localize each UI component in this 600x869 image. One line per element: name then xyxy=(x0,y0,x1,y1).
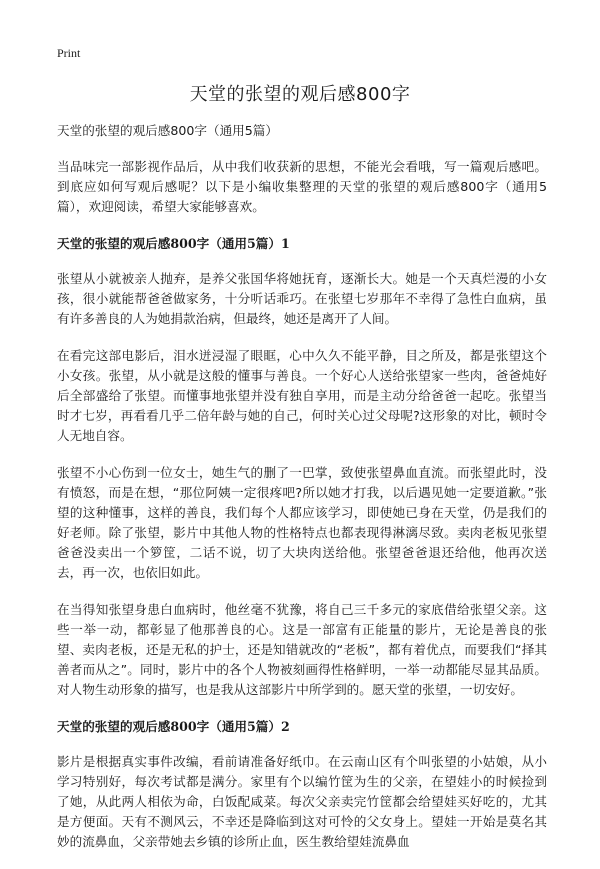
section-paragraph: 在看完这部电影后，泪水迸浸湿了眼眶，心中久久不能平静，目之所及，都是张望这个小女孩。张望，从小就是这般的懂事与善良。一个好心人送给张望家一些肉，爸爸炖好后全部盛给了张望。而懂事地张望并没有独自享用，而是主动分给爸爸一起吃。张望当时才七岁，再看看几乎二倍年龄与她的自己，何时关心过父母呢?这形象的对比，顿时令人无地自容。 xyxy=(57,348,547,443)
section-paragraph: 张望不小心伤到一位女士，她生气的删了一巴掌，致使张望鼻血直流。而张望此时，没有愤怒，而是在想，“那位阿姨一定很疼吧?所以她才打我，以后遇见她一定要道歉。”张望的这种懂事，这样的善良，我们每个人都应该学习，即使她已身在天堂，仍是我们的好老师。除了张望，影片中其他人物的性格特点也都表现得淋漓尽致。卖肉老板见张望爸爸没卖出一个箩筐，二话不说，切了大块肉送给他。张望爸爸退还给他，他再次送去，再一次，也依旧如此。 xyxy=(57,465,547,580)
intro-paragraph: 当品味完一部影视作品后，从中我们收获新的思想，不能光会看哦，写一篇观后感吧。到底应如何写观后感呢？以下是小编收集整理的天堂的张望的观后感800字（通用5篇），欢迎阅读，希望大家能够喜欢。 xyxy=(57,159,547,214)
section-heading: 天堂的张望的观后感800字（通用5篇）2 xyxy=(57,719,290,734)
print-link[interactable]: Print xyxy=(57,46,81,60)
section-heading: 天堂的张望的观后感800字（通用5篇）1 xyxy=(57,236,290,251)
section-paragraph: 影片是根据真实事件改编，看前请准备好纸巾。在云南山区有个叫张望的小姑娘，从小学习特别好，每次考试都是满分。家里有个以编竹筐为生的父亲，在望娃小的时候捡到了她，从此两人相依为命，白饭配咸菜。每次父亲卖完竹筐都会给望娃买好吃的，尤其是方便面。天有不测风云，不幸还是降临到这对可怜的父女身上。望娃一开始是莫名其妙的流鼻血，父亲带她去乡镇的诊所止血，医生教给望娃流鼻血 xyxy=(57,754,547,849)
article-body xyxy=(57,121,547,869)
section-paragraph: 在当得知张望身患白血病时，他丝毫不犹豫，将自己三千多元的家底借给张望父亲。这些一举一动，都彰显了他那善良的心。这是一部富有正能量的影片，无论是善良的张望、卖肉老板，还是无私的护士，还是知错就改的“老板”，都有着优点，而要我们“择其善者而从之”。同时，影片中的各个人物被刻画得性格鲜明，一举一动都能尽显其品质。对人物生动形象的描写，也是我从这部影片中所学到的。愿天堂的张望，一切安好。 xyxy=(57,602,547,697)
article-subtitle: 天堂的张望的观后感800字（通用5篇） xyxy=(57,123,278,138)
page-title: 天堂的张望的观后感800字 xyxy=(189,84,411,105)
section-paragraph: 张望从小就被亲人抛弃，是养父张国华将她抚育，逐渐长大。她是一个天真烂漫的小女孩，很小就能帮爸爸做家务，十分听话乖巧。在张望七岁那年不幸得了急性白血病，虽有许多善良的人为她捐款治病，但最终，她还是离开了人间。 xyxy=(57,271,547,326)
